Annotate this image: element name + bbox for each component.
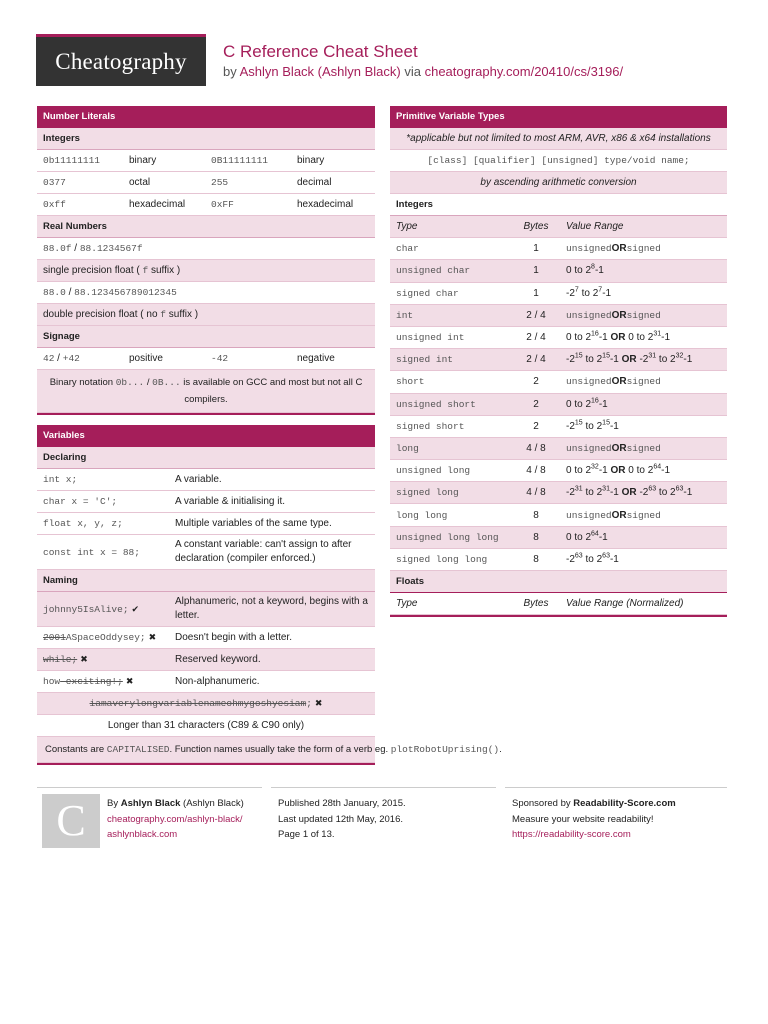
table-row xyxy=(37,172,375,194)
range-part: 0 to 2 xyxy=(566,531,592,543)
page-number: Page 1 of 13. xyxy=(278,829,335,840)
literal-desc: octal xyxy=(129,177,151,188)
range-or: OR xyxy=(611,442,627,454)
code-sample: johnny5IsAlive; xyxy=(43,603,129,615)
exponent: 31 xyxy=(574,486,583,494)
float-column-headers xyxy=(390,593,727,615)
literal-code: 0b11111111 xyxy=(43,155,101,166)
footer-by: By xyxy=(107,798,121,809)
separator: / xyxy=(65,287,75,298)
code-desc: Multiple variables of the same type. xyxy=(175,517,332,529)
updated-date: Last updated 12th May, 2016. xyxy=(278,813,403,825)
range-keyword: unsigned xyxy=(566,442,612,454)
type-bytes: 8 xyxy=(533,531,539,543)
range-part: to 2 xyxy=(656,354,676,366)
byline-by: by xyxy=(223,64,240,79)
range-part: -1 xyxy=(594,265,604,277)
table-row xyxy=(37,693,375,715)
code-desc: A variable. xyxy=(175,473,222,485)
exponent: 15 xyxy=(602,352,610,360)
code-desc: A variable & initialising it. xyxy=(175,495,286,507)
range-keyword: signed xyxy=(626,309,661,321)
suffix-code: f xyxy=(142,265,149,276)
type-range xyxy=(552,421,721,432)
exponent: 16 xyxy=(591,397,599,405)
table-row xyxy=(390,394,727,416)
note-text: Binary notation xyxy=(49,377,116,388)
type-name: long xyxy=(396,442,419,454)
literal-code: 42 xyxy=(43,353,55,364)
column-headers xyxy=(390,216,727,238)
type-name: signed char xyxy=(396,287,459,299)
type-name: unsigned long xyxy=(396,465,471,477)
note-code: CAPITALISED xyxy=(106,744,170,755)
type-range xyxy=(552,288,721,299)
range-part: to 2 xyxy=(582,553,603,565)
exponent: 15 xyxy=(574,352,583,360)
range-part: to 2 xyxy=(582,420,603,432)
sponsor-link[interactable]: https://readability-score.com xyxy=(512,829,631,840)
sponsor-tagline: Measure your website readability! xyxy=(512,813,654,825)
cross-icon: ✖ xyxy=(80,654,88,664)
note-code: plotRobotUprising() xyxy=(390,744,500,755)
range-part: -1 xyxy=(683,487,693,499)
type-range xyxy=(552,532,721,543)
range-part: 0 to 2 xyxy=(566,332,592,344)
literal-desc: suffix ) xyxy=(166,309,199,320)
literal-desc: binary xyxy=(129,155,157,166)
range-or: OR xyxy=(611,376,627,388)
code-sample: char x = 'C'; xyxy=(43,496,118,507)
type-name: unsigned int xyxy=(396,332,465,344)
footer-author-paren: (Ashlyn Black) xyxy=(180,798,244,809)
code-sample: ASpaceOddysey; xyxy=(65,632,146,643)
literal-desc: positive xyxy=(129,353,163,364)
type-range xyxy=(552,443,721,454)
note-text: *applicable but not limited to most ARM, AVR, x86 & x64 installations xyxy=(406,133,711,144)
range-part: -1 xyxy=(609,487,619,499)
range-part: -2 xyxy=(566,287,575,299)
table-row xyxy=(390,527,727,549)
range-part: -2 xyxy=(639,354,649,366)
integer-type-rows xyxy=(390,238,727,571)
literal-code-pair xyxy=(43,353,129,364)
range-keyword: unsigned xyxy=(566,509,612,521)
syntax-code: [class] [qualifier] [unsigned] type/void name; xyxy=(427,155,690,166)
range-part: -1 xyxy=(598,398,608,410)
literal-desc: hexadecimal xyxy=(129,199,186,210)
code-desc: Non-alphanumeric. xyxy=(175,675,260,687)
literal-code: 88.0f xyxy=(43,243,72,254)
range-part: -1 xyxy=(609,420,619,432)
range-part: to 2 xyxy=(578,287,599,299)
page-footer xyxy=(37,787,727,853)
syntax-row xyxy=(390,150,727,172)
table-row xyxy=(37,649,375,671)
type-name: unsigned short xyxy=(396,398,476,410)
type-range xyxy=(552,310,721,321)
type-bytes: 2 / 4 xyxy=(526,354,546,366)
byline xyxy=(223,64,623,79)
range-part: 0 to 2 xyxy=(566,265,592,277)
exponent: 16 xyxy=(591,330,599,338)
code-desc: Doesn't begin with a letter. xyxy=(175,631,292,643)
section-title: Primitive Variable Types xyxy=(390,106,727,128)
range-part: -1 xyxy=(598,465,608,477)
check-icon: ✔ xyxy=(131,603,140,614)
table-row xyxy=(390,305,727,327)
conversion-note xyxy=(390,172,727,194)
exponent: 63 xyxy=(648,486,657,494)
type-name: signed short xyxy=(396,420,465,432)
literal-code: 255 xyxy=(211,177,229,188)
note-text: Constants are xyxy=(45,744,107,755)
page-title: C Reference Cheat Sheet xyxy=(223,42,418,61)
code-sample: ; xyxy=(306,698,312,709)
literal-desc: decimal xyxy=(297,177,332,188)
code-sample: int x; xyxy=(43,474,78,485)
type-name: signed long xyxy=(396,487,459,499)
table-row xyxy=(37,627,375,649)
exponent: 7 xyxy=(574,286,579,294)
exponent: 32 xyxy=(591,463,599,471)
type-bytes: 4 / 8 xyxy=(526,487,546,499)
note-code: 0B... xyxy=(152,377,181,388)
col-header-range: Value Range xyxy=(566,221,624,233)
range-or: OR xyxy=(607,465,629,477)
code-sample: const int x = 88; xyxy=(43,546,140,558)
code-strike: iamaverylongvariablenameohmygoshyesiam xyxy=(89,698,307,709)
type-name: int xyxy=(396,309,414,321)
range-or: OR xyxy=(618,487,640,499)
table-row xyxy=(390,238,727,260)
range-part: -1 xyxy=(609,354,619,366)
type-name: unsigned char xyxy=(396,265,471,277)
type-name: signed int xyxy=(396,354,454,366)
type-bytes: 1 xyxy=(533,287,539,299)
cross-icon: ✖ xyxy=(148,632,157,642)
sheet-url-link[interactable]: cheatography.com/20410/cs/3196/ xyxy=(424,64,624,79)
separator: / xyxy=(54,353,63,364)
range-part: -2 xyxy=(566,354,575,366)
literal-code: 88.123456789012345 xyxy=(74,287,177,298)
range-keyword: unsigned xyxy=(566,309,612,321)
table-row xyxy=(390,504,727,526)
author-profile-link[interactable]: cheatography.com/ashlyn-black/ xyxy=(107,813,243,825)
exponent: 31 xyxy=(602,486,610,494)
published-date: Published 28th January, 2015. xyxy=(278,798,406,809)
table-row xyxy=(390,283,727,305)
literal-desc: binary xyxy=(297,155,325,166)
literal-code: -42 xyxy=(211,353,229,364)
sponsor-name: Readability-Score.com xyxy=(573,798,676,809)
subheading-floats: Floats xyxy=(390,571,727,593)
code-sample: how xyxy=(43,676,61,687)
col-header-bytes: Bytes xyxy=(523,598,549,610)
sponsor-by: Sponsored by xyxy=(512,798,574,809)
exponent: 63 xyxy=(675,486,684,494)
range-part: -1 xyxy=(661,465,671,477)
range-part: 0 to 2 xyxy=(628,332,654,344)
note-text: . Function names usually take the form of a verb eg. xyxy=(169,744,391,755)
cross-icon: ✖ xyxy=(314,698,323,708)
code-strike: while; xyxy=(43,654,78,665)
range-keyword: signed xyxy=(626,243,661,255)
table-row xyxy=(37,671,375,693)
range-part: -1 xyxy=(683,354,693,366)
table-row xyxy=(37,348,375,370)
range-part: 0 to 2 xyxy=(566,465,592,477)
range-part: -1 xyxy=(609,553,619,565)
literal-code: 0B11111111 xyxy=(211,155,269,166)
applicability-note xyxy=(390,128,727,150)
type-bytes: 2 xyxy=(533,420,539,432)
subheading-integers: Integers xyxy=(390,194,727,216)
type-range xyxy=(552,332,721,343)
type-range xyxy=(552,399,721,410)
literal-desc: suffix ) xyxy=(148,265,181,276)
table-row xyxy=(390,260,727,282)
range-part: -1 xyxy=(598,531,608,543)
range-keyword: unsigned xyxy=(566,243,612,255)
suffix-code: f xyxy=(160,309,166,320)
literal-code: 0xff xyxy=(43,199,66,210)
range-part: to 2 xyxy=(656,487,676,499)
subheading-real-numbers: Real Numbers xyxy=(37,216,375,238)
range-keyword: signed xyxy=(626,376,661,388)
range-or: OR xyxy=(618,354,640,366)
table-row xyxy=(37,535,375,570)
table-row xyxy=(37,491,375,513)
range-part: -1 xyxy=(598,332,608,344)
literal-desc: negative xyxy=(297,353,335,364)
range-part: -2 xyxy=(566,420,575,432)
type-bytes: 2 xyxy=(533,398,539,410)
separator: / xyxy=(144,377,153,388)
exponent: 32 xyxy=(675,352,684,360)
type-bytes: 8 xyxy=(533,509,539,521)
footer-author xyxy=(37,787,262,853)
col-header-type: Type xyxy=(396,598,418,610)
right-column xyxy=(390,106,727,627)
range-part: -2 xyxy=(566,487,575,499)
exponent: 15 xyxy=(602,419,610,427)
range-or: OR xyxy=(607,332,629,344)
type-name: char xyxy=(396,243,419,255)
exponent: 63 xyxy=(602,552,610,560)
cross-icon: ✖ xyxy=(125,676,134,686)
footer-sponsor xyxy=(505,787,727,853)
table-row xyxy=(390,327,727,349)
literal-code: +42 xyxy=(62,353,80,364)
range-part: -2 xyxy=(566,553,575,565)
type-name: signed long long xyxy=(396,553,488,565)
col-header-range: Value Range (Normalized) xyxy=(566,598,684,610)
footer-author-name: Ashlyn Black xyxy=(120,798,181,809)
col-header-type: Type xyxy=(396,221,418,233)
range-part: 0 to 2 xyxy=(628,465,654,477)
literal-desc: single precision float ( xyxy=(43,265,143,276)
literal-desc: hexadecimal xyxy=(297,199,354,210)
code-desc: A constant variable: can't assign to after declaration (compiler enforced.) xyxy=(175,539,352,564)
exponent: 64 xyxy=(653,463,662,471)
type-bytes: 4 / 8 xyxy=(526,465,546,477)
type-name: long long xyxy=(396,509,448,521)
literal-code: 88.0 xyxy=(43,287,66,298)
type-range xyxy=(552,465,721,476)
literal-code: 88.1234567f xyxy=(79,243,143,254)
type-bytes: 1 xyxy=(533,265,539,277)
code-desc: Alphanumeric, not a keyword, begins with a letter. xyxy=(175,596,368,621)
table-row xyxy=(37,238,375,260)
range-or: OR xyxy=(611,509,627,521)
section-title: Number Literals xyxy=(37,106,375,128)
literal-code: 0xFF xyxy=(211,199,234,210)
code-desc: Reserved keyword. xyxy=(175,653,261,665)
type-range xyxy=(552,554,721,565)
table-row xyxy=(37,469,375,491)
cheatography-logo[interactable]: Cheatography xyxy=(36,34,206,86)
type-range xyxy=(552,376,721,387)
type-range xyxy=(552,265,721,276)
note-text: is available on GCC and most but not all C compilers. xyxy=(180,377,363,405)
section-title: Variables xyxy=(37,425,375,447)
table-row xyxy=(390,549,727,571)
table-row xyxy=(37,592,375,627)
range-or: OR xyxy=(611,309,627,321)
author-link[interactable]: Ashlyn Black (Ashlyn Black) xyxy=(239,64,401,79)
number-literals-section xyxy=(37,106,375,415)
table-row xyxy=(37,282,375,304)
type-bytes: 4 / 8 xyxy=(526,442,546,454)
type-bytes: 1 xyxy=(533,243,539,255)
table-row xyxy=(390,371,727,393)
range-part: to 2 xyxy=(582,354,603,366)
type-range xyxy=(552,510,721,521)
type-name: short xyxy=(396,376,425,388)
table-row xyxy=(390,460,727,482)
type-bytes: 2 xyxy=(533,376,539,388)
page-header xyxy=(36,34,728,86)
range-keyword: signed xyxy=(626,442,661,454)
type-bytes: 2 / 4 xyxy=(526,332,546,344)
note-text: by ascending arithmetic conversion xyxy=(480,177,637,188)
range-part: to 2 xyxy=(582,487,603,499)
primitive-types-section xyxy=(390,106,727,617)
type-bytes: 8 xyxy=(533,553,539,565)
exponent: 31 xyxy=(653,330,662,338)
table-row xyxy=(37,260,375,282)
code-strike: exciting!; xyxy=(60,676,123,687)
type-range xyxy=(552,487,721,498)
range-or: OR xyxy=(611,243,627,255)
exponent: 64 xyxy=(591,530,599,538)
binary-note xyxy=(37,370,375,413)
table-row xyxy=(390,349,727,371)
type-range xyxy=(552,243,721,254)
table-row xyxy=(390,438,727,460)
subheading-declaring: Declaring xyxy=(37,447,375,469)
footer-dates xyxy=(271,787,496,853)
exponent: 7 xyxy=(598,286,603,294)
range-keyword: signed xyxy=(626,509,661,521)
table-row xyxy=(37,194,375,216)
literal-code: 0377 xyxy=(43,177,66,188)
separator: / xyxy=(71,243,80,254)
table-row xyxy=(390,482,727,504)
range-part: -1 xyxy=(602,287,612,299)
table-row xyxy=(37,715,375,737)
literal-desc: double precision float ( no xyxy=(43,309,161,320)
type-name: unsigned long long xyxy=(396,531,499,543)
exponent: 63 xyxy=(574,552,583,560)
subheading-signage: Signage xyxy=(37,326,375,348)
constants-note xyxy=(37,737,502,763)
exponent: 8 xyxy=(591,264,595,272)
note-text: . xyxy=(499,744,502,755)
range-keyword: unsigned xyxy=(566,376,612,388)
range-part: -2 xyxy=(639,487,649,499)
code-strike: 2001 xyxy=(43,632,66,643)
exponent: 15 xyxy=(574,419,583,427)
subheading-integers: Integers xyxy=(37,128,375,150)
exponent: 31 xyxy=(648,352,657,360)
col-header-bytes: Bytes xyxy=(523,221,549,233)
avatar: C xyxy=(42,794,100,848)
table-row xyxy=(37,150,375,172)
type-bytes: 2 / 4 xyxy=(526,309,546,321)
range-part: 0 to 2 xyxy=(566,398,592,410)
code-desc: Longer than 31 characters (C89 & C90 only) xyxy=(107,720,305,731)
byline-via: via xyxy=(400,64,425,79)
code-sample: float x, y, z; xyxy=(43,518,123,529)
range-part: -1 xyxy=(661,332,671,344)
note-code: 0b... xyxy=(115,377,145,388)
table-row xyxy=(37,513,375,535)
table-row xyxy=(37,304,375,326)
subheading-naming: Naming xyxy=(37,570,375,592)
author-site-link[interactable]: ashlynblack.com xyxy=(107,829,178,840)
table-row xyxy=(390,416,727,438)
type-range xyxy=(552,354,721,365)
